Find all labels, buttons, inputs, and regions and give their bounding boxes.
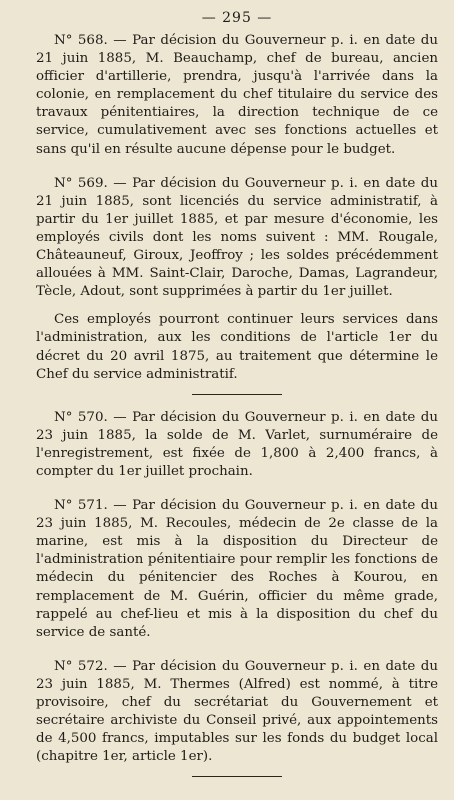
paragraph-571: N° 571. — Par décision du Gouverneur p. i. en date du 23 juin 1885, M. Recoules, médecin de 2e classe de la marine, est mis à la disposition du Directeur de l'administration pénitentiaire pour remplir les fonctions de médecin du pénitencier des Roches à Kourou, en remplacement de M. Guérin, officier du même grade, rappelé au chef-lieu et mis à la disposition du chef du service de santé. (36, 498, 438, 640)
paragraph-572: N° 572. — Par décision du Gouverneur p. i. en date du 23 juin 1885, M. Thermes (Alfred) est nommé, à titre provisoire, chef du secrétariat du Gouvernement et secrétaire archiviste du Conseil privé, aux appointements de 4,500 francs, imputables sur les fonds du budget local (chapitre 1er, article 1er). (36, 658, 438, 765)
paragraph-569-continuation: Ces employés pourront continuer leurs services dans l'administration, aux les conditions de l'article 1er du décret du 20 avril 1875, au traitement que détermine le Chef du service administratif. (36, 312, 438, 382)
paragraph-568: N° 568. — Par décision du Gouverneur p. i. en date du 21 juin 1885, M. Beauchamp, chef de bureau, ancien officier d'artillerie, prendra, jusqu'à l'arrivée dans la colonie, en remplacement du chef titulaire du service des travaux pénitentiaires, la direction technique de ce service, cumulativement avec ses fonctions actuelles et sans qu'il en résulte aucune dépense pour le budget. (36, 33, 438, 157)
spacer (36, 481, 438, 497)
paragraph-570: N° 570. — Par décision du Gouverneur p. i. en date du 23 juin 1885, la solde de M. Varlet, surnuméraire de l'enregistrement, est fixée de 1,800 à 2,400 francs, à compter du 1er juillet prochain. (36, 409, 438, 479)
paragraph-569: N° 569. — Par décision du Gouverneur p. i. en date du 21 juin 1885, sont licenciés du service administratif, à partir du 1er juillet 1885, et par mesure d'économie, les employés civils dont les noms suivent : MM. Rougale, Châteauneuf, Giroux, Jeoffroy ; les soldes précédemment allouées à MM. Saint-Clair, Daroche, Damas, Lagrandeur, Tècle, Adout, sont supprimées à partir du 1er juillet. (36, 175, 438, 300)
section-divider (192, 394, 282, 395)
page-number: — 295 — (201, 10, 273, 26)
closing-divider (192, 776, 282, 777)
spacer (36, 159, 438, 175)
spacer (36, 642, 438, 658)
